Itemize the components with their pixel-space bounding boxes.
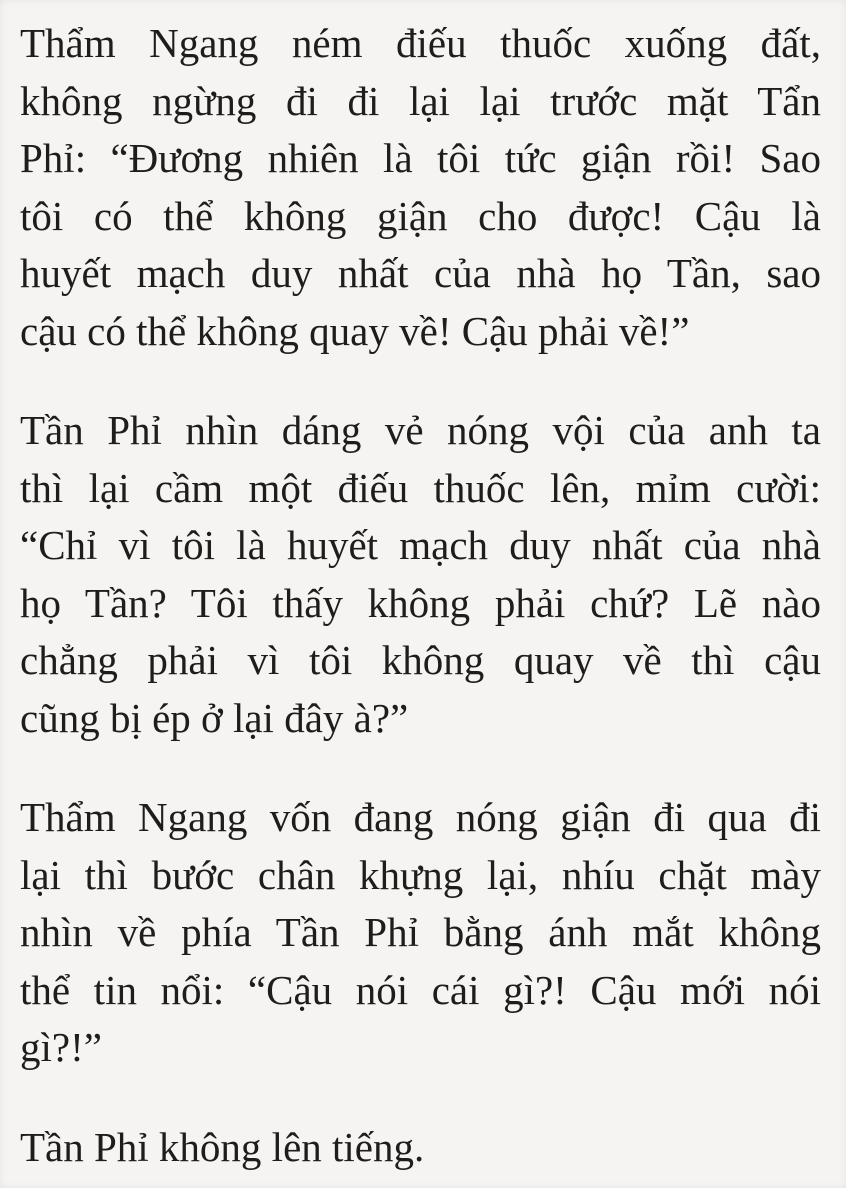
text-line: nhìn về phía Tần Phỉ bằng ánh mắt không (20, 909, 821, 955)
text-line: thể tin nổi: “Cậu nói cái gì?! Cậu mới nói (20, 966, 821, 1013)
text-line: chẳng phải vì tôi không quay về thì cậu (20, 637, 821, 683)
text-line: họ Tần? Tôi thấy không phải chứ? Lẽ nào (20, 579, 821, 626)
text-line: không ngừng đi đi lại lại trước mặt Tẩn (20, 77, 821, 124)
text-line: Tần Phỉ không lên tiếng. (20, 1123, 425, 1170)
paragraph (20, 15, 821, 360)
text-line: cũng bị ép ở lại đây à?” (20, 694, 409, 741)
text-line: Thẩm Ngang ném điếu thuốc xuống đất, (20, 20, 821, 66)
paragraph (20, 1119, 821, 1177)
text-line: thì lại cầm một điếu thuốc lên, mỉm cười: (20, 464, 821, 511)
paragraph (20, 789, 821, 1077)
text-line: lại thì bước chân khựng lại, nhíu chặt mày (20, 851, 821, 898)
text-line: tôi có thể không giận cho được! Cậu là (20, 192, 821, 239)
text-line: Phỉ: “Đương nhiên là tôi tức giận rồi! Sao (20, 135, 821, 181)
text-line: gì?!” (20, 1024, 102, 1070)
text-line: Tần Phỉ nhìn dáng vẻ nóng vội của anh ta (20, 407, 821, 453)
text-line: cậu có thể không quay về! Cậu phải về!” (20, 307, 690, 354)
paragraph (20, 402, 821, 747)
text-line: “Chỉ vì tôi là huyết mạch duy nhất của nhà (20, 522, 821, 568)
text-line: huyết mạch duy nhất của nhà họ Tần, sao (20, 250, 821, 296)
text-line: Thẩm Ngang vốn đang nóng giận đi qua đi (20, 794, 821, 840)
